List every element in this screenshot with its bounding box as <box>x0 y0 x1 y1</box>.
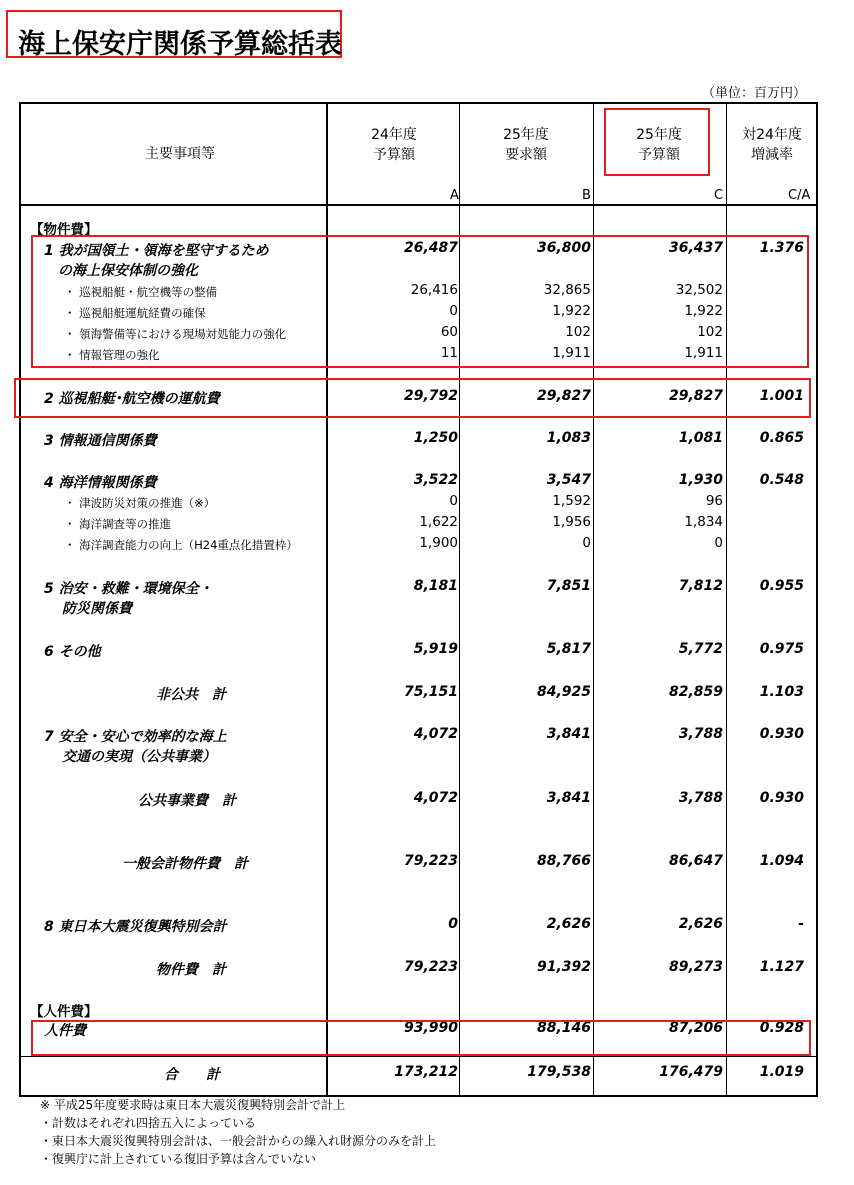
row-4a-c: 96 <box>705 493 723 509</box>
row-3-rate: 0.865 <box>759 430 804 446</box>
row-1-a: 26,487 <box>403 240 458 256</box>
personnel-b: 88,146 <box>536 1020 591 1036</box>
row-3-c: 1,081 <box>678 430 723 446</box>
row-3-a: 1,250 <box>413 430 458 446</box>
row-1b-a: 0 <box>449 303 458 319</box>
highlight-box-row-2 <box>14 378 811 418</box>
footnote: ・東日本大震災復興特別会計は、一般会計からの繰入れ財源分のみを計上 <box>40 1134 437 1148</box>
header-col-b-sub: B <box>582 188 591 203</box>
unit-label: （単位：百万円） <box>701 86 806 101</box>
nonpublic-total-c: 82,859 <box>668 684 723 700</box>
grand-total-rate: 1.019 <box>759 1064 804 1080</box>
row-6-a: 5,919 <box>413 641 458 657</box>
header-col-items: 主要事項等 <box>145 146 215 162</box>
row-1-rate: 1.376 <box>759 240 804 256</box>
row-6-c: 5,772 <box>678 641 723 657</box>
nonpublic-total-b: 84,925 <box>536 684 591 700</box>
row-4a-b: 1,592 <box>552 493 591 509</box>
row-1c-c: 102 <box>697 324 723 340</box>
goods-total-a: 79,223 <box>403 959 458 975</box>
row-5-rate: 0.955 <box>759 578 804 594</box>
public-total-c: 3,788 <box>678 790 723 806</box>
row-1d-a: 11 <box>440 345 458 361</box>
row-1b-b: 1,922 <box>552 303 591 319</box>
grand-total-c: 176,479 <box>659 1064 723 1080</box>
row-7-b: 3,841 <box>546 726 591 742</box>
row-1d-label: ・ 情報管理の強化 <box>64 348 160 362</box>
row-8-a: 0 <box>448 916 458 932</box>
personnel-a: 93,990 <box>403 1020 458 1036</box>
header-col-a: 24年度 予算額 <box>371 127 417 163</box>
row-5-a: 8,181 <box>413 578 458 594</box>
row-7-label-line1: 7 安全・安心で効率的な海上 <box>44 729 227 745</box>
row-4c-b: 0 <box>582 535 591 551</box>
highlight-box-header-c <box>604 108 710 176</box>
row-1c-label: ・ 領海警備等における現場対処能力の強化 <box>64 327 287 341</box>
row-5-label-line1: 5 治安・救難・環境保全・ <box>44 581 213 597</box>
row-2-c: 29,827 <box>668 388 723 404</box>
row-6-label: 6 その他 <box>44 644 101 660</box>
row-1b-c: 1,922 <box>684 303 723 319</box>
row-1-b: 36,800 <box>536 240 591 256</box>
section-goods: 【物件費】 <box>30 222 98 238</box>
general-total-label: 一般会計物件費 計 <box>122 856 248 872</box>
highlight-box-personnel <box>31 1020 811 1056</box>
row-5-b: 7,851 <box>546 578 591 594</box>
row-7-c: 3,788 <box>678 726 723 742</box>
row-1a-c: 32,502 <box>675 282 723 298</box>
footnote: ・復興庁に計上されている復旧予算は含んでいない <box>40 1152 317 1166</box>
row-4c-c: 0 <box>714 535 723 551</box>
row-1d-b: 1,911 <box>552 345 591 361</box>
row-6-b: 5,817 <box>546 641 591 657</box>
personnel-c: 87,206 <box>668 1020 723 1036</box>
public-total-rate: 0.930 <box>759 790 804 806</box>
public-total-b: 3,841 <box>546 790 591 806</box>
row-5-label-line2: 防災関係費 <box>62 601 132 617</box>
row-4-label: 4 海洋情報関係費 <box>44 475 157 491</box>
row-4b-c: 1,834 <box>684 514 723 530</box>
header-col-c: 25年度 予算額 <box>636 127 682 163</box>
general-total-b: 88,766 <box>536 853 591 869</box>
highlight-box-row-1 <box>31 235 809 368</box>
row-1b-label: ・ 巡視船艇運航経費の確保 <box>64 306 206 320</box>
goods-total-label: 物件費 計 <box>156 962 226 978</box>
row-1c-b: 102 <box>565 324 591 340</box>
row-4-b: 3,547 <box>546 472 591 488</box>
row-4-rate: 0.548 <box>759 472 804 488</box>
row-4a-label: ・ 津波防災対策の推進（※） <box>64 496 216 510</box>
row-1a-b: 32,865 <box>543 282 591 298</box>
header-divider <box>19 204 818 206</box>
row-1-label-line2: の海上保安体制の強化 <box>58 263 198 279</box>
row-8-b: 2,626 <box>546 916 591 932</box>
row-7-label-line2: 交通の実現（公共事業） <box>62 749 216 765</box>
row-4-a: 3,522 <box>413 472 458 488</box>
general-total-c: 86,647 <box>668 853 723 869</box>
row-4b-b: 1,956 <box>552 514 591 530</box>
row-7-a: 4,072 <box>413 726 458 742</box>
row-4-c: 1,930 <box>678 472 723 488</box>
section-personnel: 【人件費】 <box>30 1004 98 1020</box>
personnel-rate: 0.928 <box>759 1020 804 1036</box>
goods-total-c: 89,273 <box>668 959 723 975</box>
nonpublic-total-rate: 1.103 <box>759 684 804 700</box>
row-2-rate: 1.001 <box>759 388 804 404</box>
row-5-c: 7,812 <box>678 578 723 594</box>
total-divider <box>19 1056 818 1057</box>
grand-total-label: 合 計 <box>164 1067 220 1083</box>
personnel-label: 人件費 <box>44 1023 86 1039</box>
header-col-a-sub: A <box>450 188 459 203</box>
row-3-b: 1,083 <box>546 430 591 446</box>
public-total-label: 公共事業費 計 <box>138 793 236 809</box>
row-7-rate: 0.930 <box>759 726 804 742</box>
page-title: 海上保安庁関係予算総括表 <box>18 29 342 60</box>
row-8-rate: - <box>798 916 804 932</box>
row-1d-c: 1,911 <box>684 345 723 361</box>
row-2-label: 2 巡視船艇･航空機の運航費 <box>44 391 220 407</box>
row-4b-a: 1,622 <box>419 514 458 530</box>
header-col-rate-sub: C/A <box>788 188 811 203</box>
row-1a-a: 26,416 <box>410 282 458 298</box>
row-3-label: 3 情報通信関係費 <box>44 433 157 449</box>
footnote: ※ 平成25年度要求時は東日本大震災復興特別会計で計上 <box>40 1098 346 1112</box>
row-1-c: 36,437 <box>668 240 723 256</box>
footnotes <box>40 1096 436 1168</box>
footnote: ・計数はそれぞれ四捨五入によっている <box>40 1116 257 1130</box>
goods-total-rate: 1.127 <box>759 959 804 975</box>
header-col-c-sub: C <box>714 188 724 203</box>
public-total-a: 4,072 <box>413 790 458 806</box>
general-total-a: 79,223 <box>403 853 458 869</box>
row-2-a: 29,792 <box>403 388 458 404</box>
nonpublic-total-a: 75,151 <box>403 684 458 700</box>
row-1c-a: 60 <box>440 324 458 340</box>
header-col-b: 25年度 要求額 <box>503 127 549 163</box>
row-8-label: 8 東日本大震災復興特別会計 <box>44 919 227 935</box>
nonpublic-total-label: 非公共 計 <box>156 687 226 703</box>
row-4c-a: 1,900 <box>419 535 458 551</box>
grand-total-b: 179,538 <box>527 1064 591 1080</box>
general-total-rate: 1.094 <box>759 853 804 869</box>
row-4b-label: ・ 海洋調査等の推進 <box>64 517 172 531</box>
grand-total-a: 173,212 <box>394 1064 458 1080</box>
header-col-rate: 対24年度 増減率 <box>742 127 802 163</box>
row-2-b: 29,827 <box>536 388 591 404</box>
row-1a-label: ・ 巡視船艇・航空機等の整備 <box>64 285 218 299</box>
goods-total-b: 91,392 <box>536 959 591 975</box>
row-1-label-line1: 1 我が国領土・領海を堅守するため <box>44 243 269 259</box>
row-8-c: 2,626 <box>678 916 723 932</box>
row-6-rate: 0.975 <box>759 641 804 657</box>
row-4a-a: 0 <box>449 493 458 509</box>
row-4c-label: ・ 海洋調査能力の向上（H24重点化措置枠） <box>64 538 298 552</box>
